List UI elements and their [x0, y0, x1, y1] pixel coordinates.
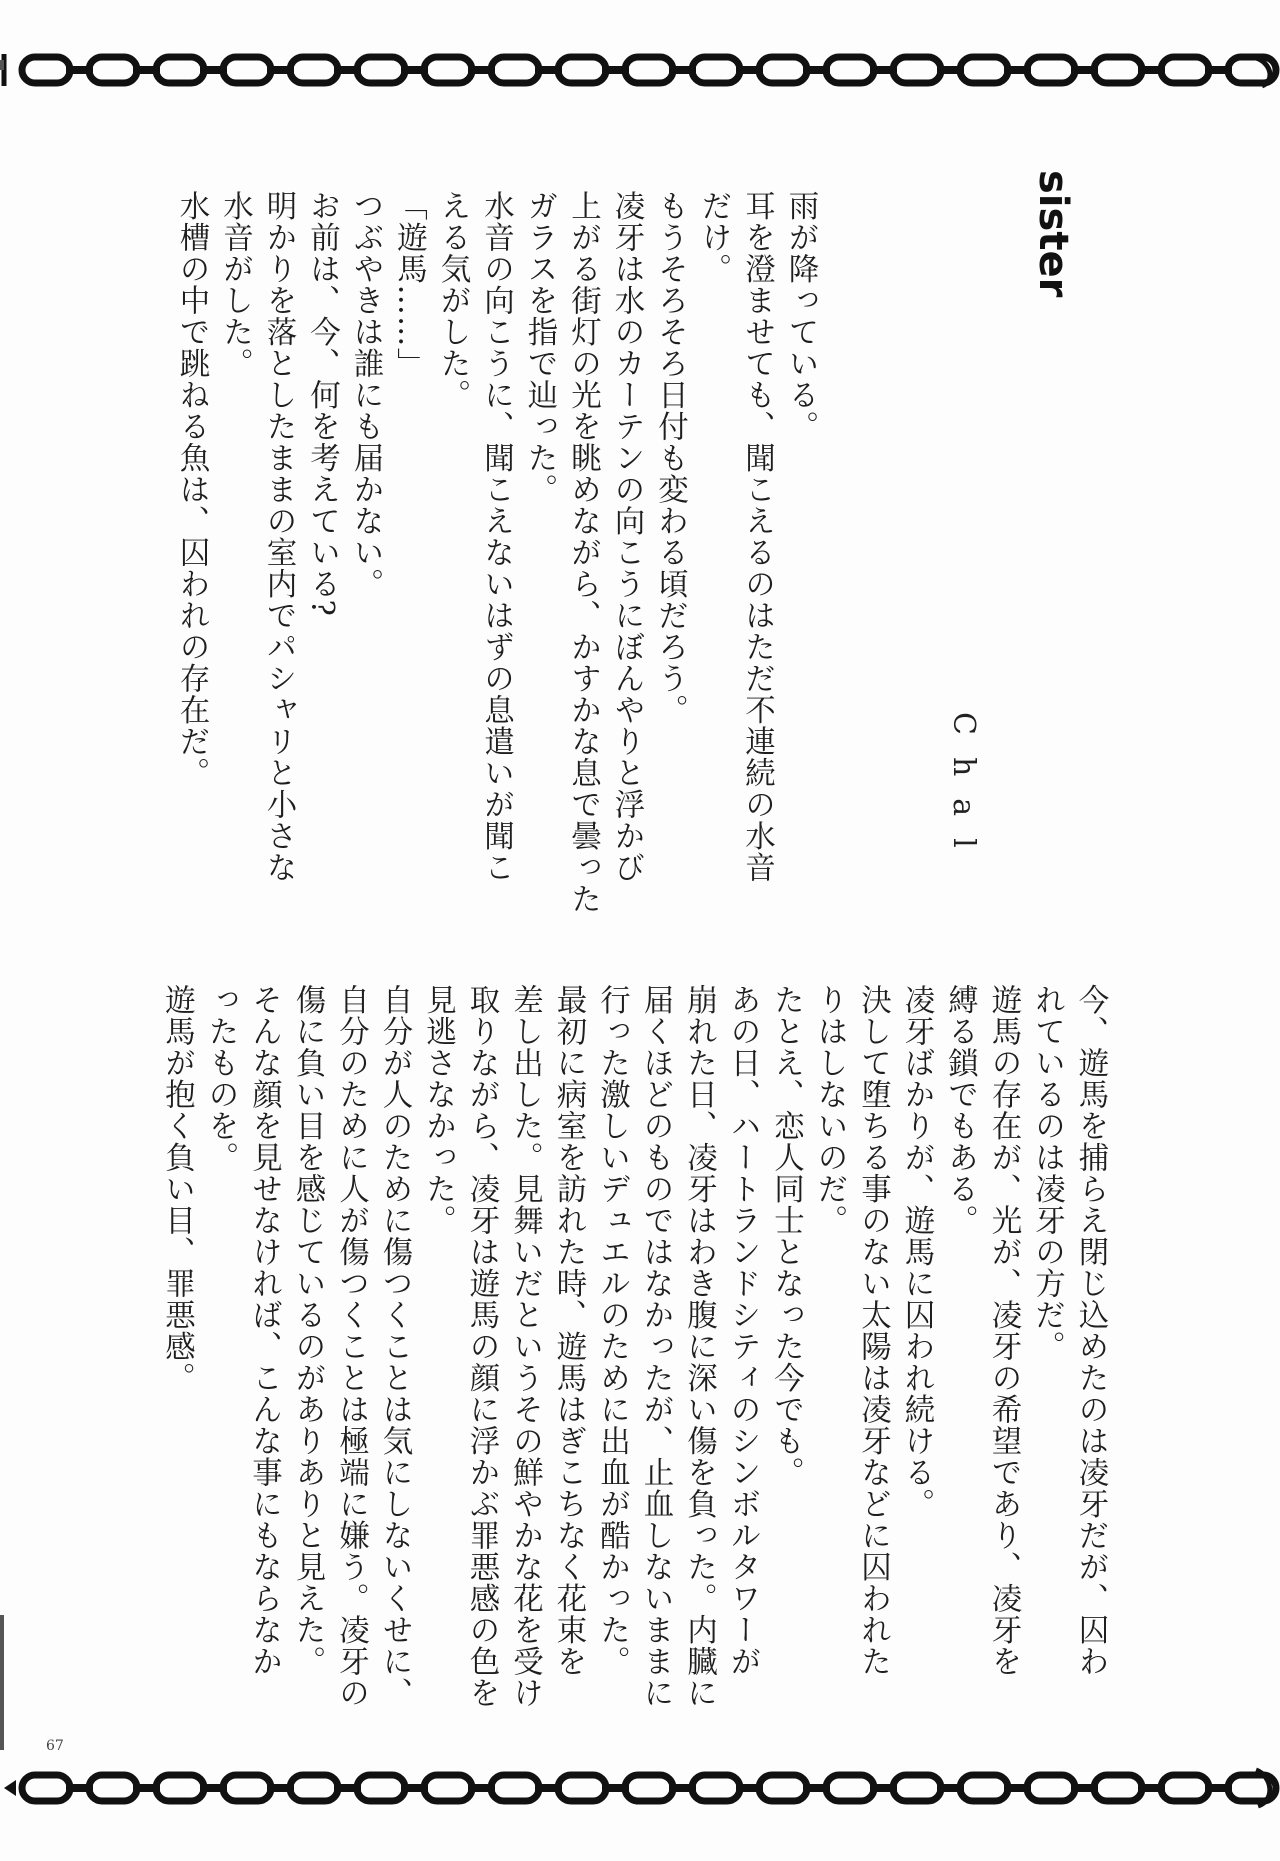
- text-line: れているのは凌牙の方だ。: [1029, 984, 1065, 1362]
- text-line: もうそろそろ日付も変わる頃だろう。: [652, 190, 688, 726]
- text-line: 雨が降っている。: [783, 190, 818, 442]
- text-line: つぶやきは誰にも届かない。: [348, 190, 383, 600]
- text-line: 自分のために人が傷つくことは極端に嫌う。凌牙の: [333, 984, 369, 1709]
- text-line: 傷に負い目を感じているのがありありと見えた。: [290, 984, 325, 1677]
- text-line: 差し出した。見舞いだというその鮮やかな花を受け: [507, 984, 543, 1709]
- text-line: 自分が人のために傷つくことは気にしないくせに、: [377, 984, 412, 1709]
- text-line: 凌牙ばかりが、遊馬に囚われ続ける。: [899, 984, 934, 1520]
- text-line: お前は、今、何を考えている?: [304, 190, 340, 617]
- text-line: 取りながら、凌牙は遊馬の顔に浮かぶ罪悪感の色を: [464, 984, 499, 1709]
- text-line: 上がる街灯の光を眺めながら、かすかな息で曇った: [565, 190, 601, 915]
- text-line: 見逃さなかった。: [420, 984, 456, 1236]
- text-line: 遊馬の存在が、光が、凌牙の希望であり、凌牙を: [986, 984, 1021, 1677]
- text-line: りはしないのだ。: [812, 984, 847, 1236]
- text-line: 明かりを落としたままの室内でパシャリと小さな: [261, 190, 296, 883]
- story-author: Chal: [946, 712, 981, 870]
- text-line: そんな顔を見せなければ、こんな事にもならなか: [246, 984, 282, 1677]
- story-title: sister: [1030, 170, 1076, 298]
- text-line: 崩れた日、凌牙はわき腹に深い傷を負った。内臓に: [681, 984, 717, 1709]
- page-edge-mark: [0, 60, 4, 70]
- text-line: ガラスを指で辿った。: [522, 190, 557, 505]
- page-edge-mark: [0, 1615, 4, 1750]
- body-text-upper: [170, 190, 823, 915]
- text-line: 届くほどのものではなかったが、止血しないままに: [638, 984, 673, 1709]
- text-line: 今、遊馬を捕らえ閉じ込めたのは凌牙だが、囚わ: [1073, 984, 1108, 1677]
- chain-border-top-icon: [0, 40, 1280, 100]
- text-line: ったものを。: [203, 984, 238, 1173]
- text-line: 決して堕ちる事のない太陽は凌牙などに囚われた: [855, 984, 891, 1677]
- page-number: 67: [46, 1738, 64, 1754]
- text-line: 最初に病室を訪れた時、遊馬はぎこちなく花束を: [551, 984, 586, 1677]
- text-line: 凌牙は水のカーテンの向こうにぼんやりと浮かび: [609, 190, 644, 883]
- text-line: 「遊馬……」: [391, 190, 427, 379]
- chain-border-bottom-icon: [0, 1758, 1280, 1818]
- text-line: 行った激しいデュエルのために出血が酷かった。: [594, 984, 630, 1677]
- text-line: 縛る鎖でもある。: [942, 984, 978, 1236]
- text-line: 耳を澄ませても、聞こえるのはただ不連続の水音: [739, 190, 775, 883]
- text-line: 遊馬が抱く負い目、罪悪感。: [159, 984, 195, 1394]
- text-line: 水音の向こうに、聞こえないはずの息遣いが聞こ: [478, 190, 514, 883]
- text-line: 水槽の中で跳ねる魚は、囚われの存在だ。: [174, 190, 209, 789]
- text-line: あの日、ハートランドシティのシンボルタワーが: [725, 984, 760, 1677]
- text-line: たとえ、恋人同士となった今でも。: [768, 984, 804, 1488]
- text-line: だけ。: [696, 190, 731, 285]
- text-line: える気がした。: [435, 190, 470, 411]
- text-line: 水音がした。: [217, 190, 253, 379]
- body-text-lower: [155, 984, 1112, 1714]
